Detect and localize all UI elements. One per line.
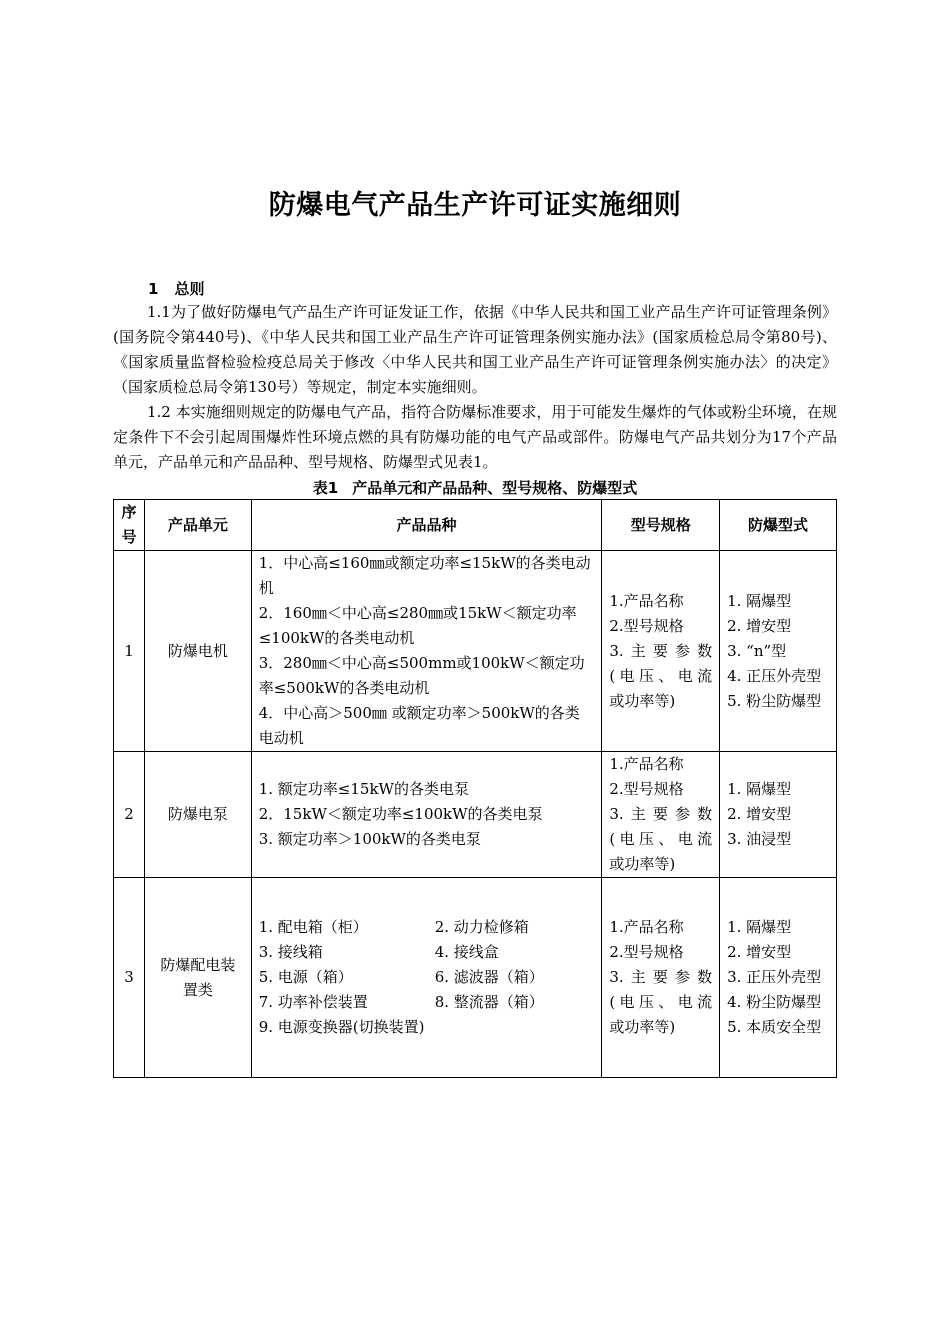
row-model: 1.产品名称 2.型号规格 3.主要参数 (电压、电流 或功率等) (602, 878, 720, 1078)
protection-item: 2. 增安型 (727, 943, 792, 961)
variety-item: 4. 接线盒 (434, 943, 499, 961)
protection-item: 2. 增安型 (727, 616, 792, 635)
section-title: 总则 (174, 280, 205, 298)
row-unit: 防爆电泵 (144, 752, 251, 878)
row-unit: 防爆电机 (144, 551, 251, 752)
row-model: 1.产品名称 2.型号规格 3.主要参数 (电压、电流 或功率等) (602, 752, 720, 878)
variety-item: 4．中心高＞500㎜ 或额定功率＞500kW的各类电动机 (258, 704, 580, 747)
row-index: 2 (114, 752, 145, 878)
header-unit: 产品单元 (144, 500, 251, 551)
row-varieties (251, 752, 602, 878)
header-model: 型号规格 (602, 500, 720, 551)
table-caption-number: 表1 (312, 479, 339, 497)
variety-item: 8. 整流器（箱） (434, 993, 544, 1011)
table-header-row (114, 500, 837, 551)
protection-item: 2. 增安型 (727, 805, 792, 823)
row-index: 3 (114, 878, 145, 1078)
variety-item: 7. 功率补偿装置 (258, 993, 368, 1011)
row-protection (720, 752, 837, 878)
variety-item: 1. 配电箱（柜） (258, 918, 368, 936)
table-caption-text: 产品单元和产品品种、型号规格、防爆型式 (352, 479, 638, 497)
row-varieties (251, 878, 602, 1078)
table-row (114, 752, 837, 878)
variety-item: 2．15kW＜额定功率≤100kW的各类电泵 (258, 805, 543, 823)
paragraph-1-2: 1.2 本实施细则规定的防爆电气产品，指符合防爆标准要求，用于可能发生爆炸的气体或粉尘环境，在规定条件下不会引起周围爆炸性环境点燃的具有防爆功能的电气产品或部件。防爆电气产品共划分为17个产品单元，产品单元和产品品种、型号规格、防爆型式见表1。 (113, 403, 837, 471)
variety-item: 6. 滤波器（箱） (434, 968, 544, 986)
row-protection (720, 551, 837, 752)
header-variety: 产品品种 (251, 500, 602, 551)
protection-item: 3. 正压外壳型 (727, 968, 822, 986)
variety-item: 3. 接线箱 (258, 943, 323, 961)
variety-item: 3. 额定功率＞100kW的各类电泵 (258, 830, 481, 848)
protection-item: 5. 粉尘防爆型 (727, 691, 822, 710)
protection-item: 3. “n”型 (727, 641, 787, 660)
document-title: 防爆电气产品生产许可证实施细则 (268, 190, 682, 221)
protection-item: 1. 隔爆型 (727, 918, 792, 936)
variety-item: 5. 电源（箱） (258, 968, 353, 986)
row-index: 1 (114, 551, 145, 752)
product-unit-table (113, 499, 837, 1078)
table-caption (0, 477, 950, 498)
protection-item: 1. 隔爆型 (727, 780, 792, 798)
section-number: 1 (148, 280, 159, 298)
table-row (114, 878, 837, 1078)
protection-item: 4. 粉尘防爆型 (727, 993, 822, 1011)
section-heading (148, 278, 204, 299)
row-varieties (251, 551, 602, 752)
row-unit: 防爆配电装 置类 (144, 878, 251, 1078)
protection-item: 3. 油浸型 (727, 830, 792, 848)
variety-item: 3．280㎜＜中心高≤500mm或100kW＜额定功率≤500kW的各类电动机 (258, 654, 585, 697)
protection-item: 4. 正压外壳型 (727, 666, 822, 685)
variety-item: 1．中心高≤160㎜或额定功率≤15kW的各类电动机 (258, 554, 591, 597)
table-row (114, 551, 837, 752)
header-index: 序 号 (114, 500, 145, 551)
row-model: 1.产品名称 2.型号规格 3.主要参数 (电压、电流 或功率等) (602, 551, 720, 752)
paragraph-1-1: 1.1为了做好防爆电气产品生产许可证发证工作，依据《中华人民共和国工业产品生产许可证管理条例》(国务院令第440号)、《中华人民共和国工业产品生产许可证管理条例实施办法》(国家质检总局令第80号)、《国家质量监督检验检疫总局关于修改〈中华人民共和国工业产品生产许可证管理条例实施办法〉的决定》（国家质检总局令第130号）等规定，制定本实施细则。 (113, 303, 837, 396)
variety-item: 2. 动力检修箱 (434, 918, 529, 936)
variety-item: 1. 额定功率≤15kW的各类电泵 (258, 780, 469, 798)
variety-grid (259, 915, 595, 1015)
variety-item: 9. 电源变换器(切换装置) (258, 1018, 425, 1036)
header-protection: 防爆型式 (720, 500, 837, 551)
protection-item: 1. 隔爆型 (727, 591, 792, 610)
variety-item: 2．160㎜＜中心高≤280㎜或15kW＜额定功率≤100kW的各类电动机 (258, 604, 577, 647)
protection-item: 5. 本质安全型 (727, 1018, 822, 1036)
row-protection (720, 878, 837, 1078)
